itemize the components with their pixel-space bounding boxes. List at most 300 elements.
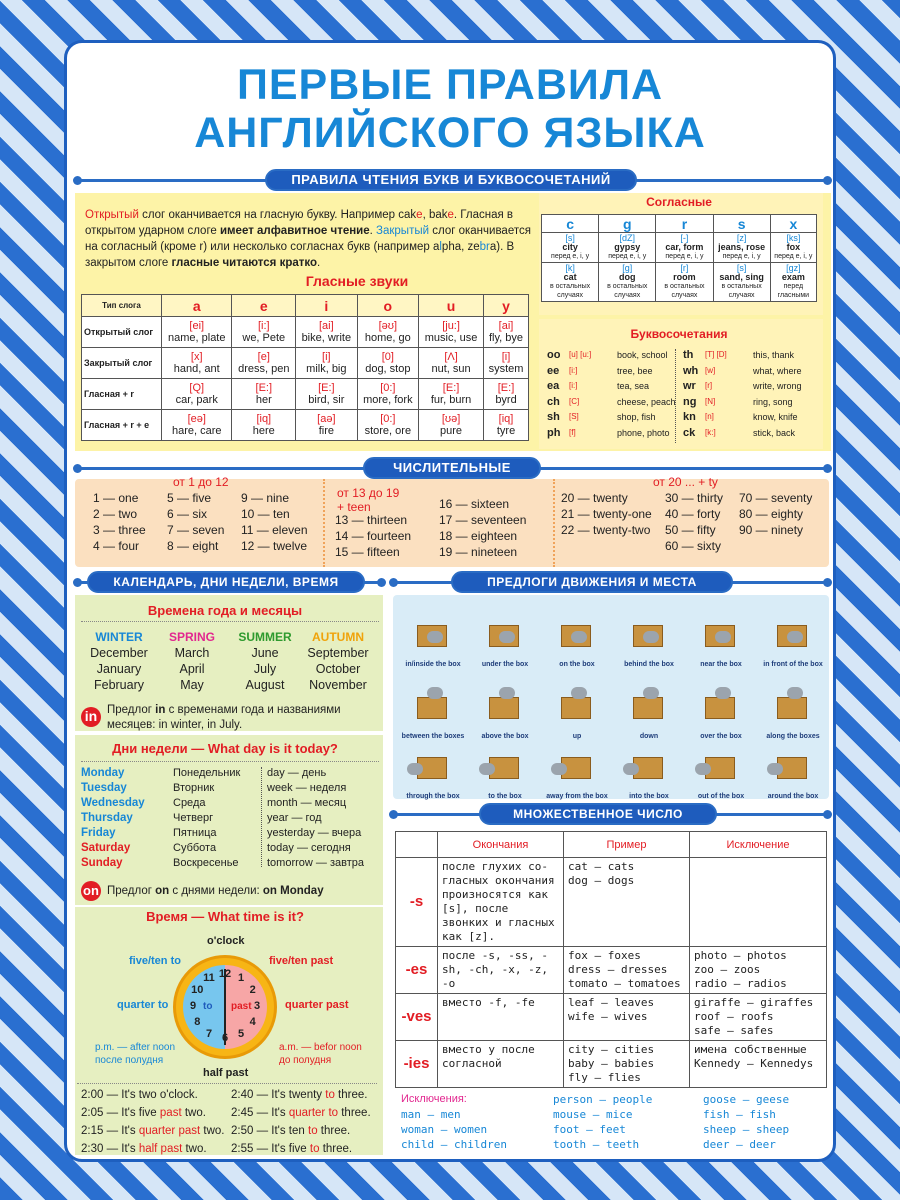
consonant-cell [599, 233, 656, 263]
consonants-table [541, 214, 817, 302]
sound-cell [484, 379, 529, 410]
example-words: here [252, 425, 275, 437]
consonant-cell [542, 233, 599, 263]
numbers-13-19-title: от 13 до 19 [337, 486, 400, 500]
number-item: 90 — ninety [739, 523, 804, 537]
consonant-letter: s [713, 215, 770, 233]
sound-cell [357, 317, 418, 348]
number-item: 4 — four [93, 539, 140, 553]
clock-number: 2 [249, 984, 256, 996]
clock-number: 11 [203, 972, 215, 985]
transcription: [r] [680, 263, 689, 273]
time-word: yesterday — вчера [267, 827, 362, 839]
divider-dot [823, 578, 832, 587]
cat-illustration [695, 763, 711, 775]
transcription: [Λ] [444, 351, 458, 363]
clock-to-label: to [203, 1001, 213, 1012]
title-line-1: ПЕРВЫЕ ПРАВИЛА [236, 61, 664, 109]
combo-example: this, thank [753, 350, 795, 360]
time-keyword: quarter past [138, 1125, 201, 1137]
text: . [369, 225, 377, 237]
consonant-letter: r [656, 215, 713, 233]
transcription: [E:] [497, 382, 515, 394]
sound-cell [162, 348, 232, 379]
number-item: 15 — fifteen [335, 545, 400, 559]
sound-cell [484, 317, 529, 348]
example-word: fox [786, 242, 801, 252]
syllable-type: Открытый слог [82, 317, 162, 348]
transcription: [z] [736, 233, 747, 243]
in-note [107, 703, 379, 733]
number-item: 13 — thirteen [335, 513, 408, 527]
combo-example: phone, photo [617, 427, 670, 438]
rule-note: перед гласными [777, 283, 810, 299]
consonants-title: Согласные [646, 195, 712, 209]
transcription: [dZ] [619, 233, 636, 243]
example-words: music, use [424, 332, 478, 344]
number-item: 1 — one [93, 491, 139, 505]
sound-cell [232, 410, 296, 441]
syllable-type: Гласная + r [82, 379, 162, 410]
text: 2:00 — It's two o'clock. [81, 1089, 198, 1101]
time-word: week — неделя [267, 782, 347, 794]
example-words: hand, ant [173, 363, 220, 375]
divider-dot [73, 464, 82, 473]
teen-suffix: + teen [337, 500, 371, 514]
consonant-letter: x [770, 215, 816, 233]
consonant-cell [599, 263, 656, 302]
text: имеет алфавитное чтение [219, 225, 370, 237]
number-item: 5 — five [167, 491, 212, 505]
table-header-row [542, 215, 817, 233]
clock-number: 9 [189, 1000, 197, 1012]
vowel-letter: a [162, 295, 232, 317]
text: 2:55 — It's five [231, 1143, 310, 1155]
example-words: pure [440, 425, 463, 437]
consonant-cell [656, 233, 713, 263]
preposition-label: down [639, 733, 659, 740]
separator [553, 479, 555, 567]
clock-number: 12 [218, 968, 232, 980]
text: e [416, 209, 423, 221]
combo-sound: [N] [705, 396, 716, 406]
text: 2:05 — It's five [81, 1107, 160, 1119]
vowel-letter: u [419, 295, 484, 317]
numbers-header: ЧИСЛИТЕЛЬНЫЕ [363, 457, 541, 479]
preposition-label: on the box [559, 661, 595, 668]
text: 2:45 — It's [231, 1107, 289, 1119]
combo-letters: th [683, 349, 694, 361]
sound-cell [419, 379, 484, 410]
plural-rule: после -s, -ss, -sh, -ch, -x, -z, -o [438, 947, 564, 994]
transcription: [x] [190, 351, 203, 363]
sound-cell [357, 410, 418, 441]
weekday-ru: Вторник [173, 782, 215, 794]
box-illustration [561, 697, 591, 719]
example-words: hare, care [171, 425, 222, 437]
reading-rules-text [85, 207, 535, 271]
preposition-label: between the boxes [401, 733, 465, 740]
box-illustration [633, 697, 663, 719]
preposition-label: to the box [488, 793, 522, 800]
exception-pair: sheep — sheep [703, 1123, 790, 1136]
combo-letters: ng [683, 395, 697, 408]
plural-exception [690, 858, 827, 947]
transcription: [0:] [380, 382, 396, 394]
month-name: March [174, 646, 210, 660]
cat-illustration [499, 687, 515, 699]
combo-sound: [T] [D] [705, 350, 727, 359]
text: in [155, 704, 166, 716]
transcription: [s] [736, 263, 747, 273]
example-words: home, go [364, 332, 411, 344]
number-item: 50 — fifty [665, 523, 716, 537]
example-word: car, form [665, 242, 704, 252]
time-word: day — день [267, 767, 327, 779]
combo-example: know, knife [753, 412, 798, 422]
rule-note: перед e, i, y [608, 253, 647, 260]
example-words: name, plate [168, 332, 226, 344]
divider-dot [823, 464, 832, 473]
text: three. [317, 1125, 351, 1137]
number-item: 22 — twenty-two [561, 523, 651, 537]
text: слог оканчивается на гласную букву. Например cak [138, 209, 417, 221]
combo-example: shop, fish [617, 412, 656, 422]
text: гласные читаются кратко [171, 257, 318, 269]
time-example [81, 1125, 224, 1137]
example-word: city [562, 242, 578, 252]
transcription: [Q] [189, 382, 205, 394]
prepositions-panel [393, 595, 829, 799]
month-name: April [179, 662, 205, 676]
divider-dot [73, 176, 82, 185]
number-item: 11 — eleven [241, 523, 308, 537]
text: two. [182, 1143, 207, 1155]
transcription: [ai] [498, 320, 514, 332]
text: on [155, 885, 170, 897]
consonant-cell [770, 263, 816, 302]
combo-example: write, wrong [753, 381, 802, 391]
open-syllable-term: Открытый [85, 209, 139, 221]
plural-ending: -ies [396, 1041, 438, 1088]
plural-exception: имена собственные Kennedy — Kennedys [690, 1041, 827, 1088]
combo-letters: wh [683, 364, 699, 377]
month-name: September [307, 646, 369, 660]
weekday-en: Saturday [81, 842, 131, 854]
preposition-label: around the box [767, 793, 819, 800]
number-item: 12 — twelve [241, 539, 308, 553]
clock-number: 5 [237, 1027, 245, 1040]
month-name: December [90, 646, 148, 660]
time-example [231, 1125, 350, 1137]
number-item: 30 — thirty [665, 491, 724, 505]
time-word: tomorrow — завтра [267, 857, 364, 869]
table-row [82, 379, 529, 410]
combo-letters: sh [547, 411, 560, 423]
example-words: store, ore [364, 425, 412, 437]
sound-cell [357, 379, 418, 410]
time-keyword: to [308, 1125, 318, 1137]
transcription: [s] [565, 233, 575, 243]
example-words: tyre [496, 425, 516, 437]
cat-illustration [571, 631, 587, 643]
quarter-past-label: quarter past [285, 999, 349, 1011]
sound-cell [484, 348, 529, 379]
preposition-label: through the box [406, 793, 460, 800]
text: pha, ze [441, 241, 480, 253]
clock-number: 8 [194, 1016, 201, 1028]
season-name: SUMMER [238, 630, 292, 644]
separator [81, 761, 379, 762]
combo-sound: [f] [569, 427, 576, 437]
pm-label: p.m. — after noon [95, 1042, 176, 1053]
rule-note: перед e, i, y [774, 253, 813, 260]
table-row [542, 263, 817, 302]
separator [675, 349, 676, 443]
rule-note: в остальных случаях [607, 283, 648, 299]
number-item: 2 — two [93, 507, 138, 521]
preposition-label: behind the box [624, 661, 674, 668]
pm-ru-label: после полудня [95, 1055, 164, 1066]
plural-ending: -ves [396, 994, 438, 1041]
preposition-label: near the box [700, 661, 742, 668]
poster-card [64, 40, 836, 1162]
combo-sound: [i:] [569, 365, 578, 375]
text: three. [319, 1143, 353, 1155]
combo-letters: kn [683, 411, 696, 423]
example-word: exam [781, 272, 805, 282]
separator [77, 1083, 377, 1084]
clock-number: 4 [249, 1016, 256, 1028]
number-item: 80 — eighty [739, 507, 804, 521]
table-row [396, 1041, 827, 1088]
number-item: 7 — seven [167, 523, 225, 537]
plural-example: fox — foxes dress — dresses tomato — tomatoes [564, 947, 690, 994]
reading-rules-header: ПРАВИЛА ЧТЕНИЯ БУКВ И БУКВОСОЧЕТАНИЙ [265, 169, 637, 191]
clock-number: 6 [221, 1032, 229, 1044]
exception-pair: deer — deer [703, 1138, 776, 1151]
transcription: [ai] [318, 320, 334, 332]
month-name: July [253, 662, 277, 676]
numbers-tens-title: от 20 ... + ty [653, 475, 718, 489]
time-keyword: half past [138, 1143, 183, 1155]
number-item: 17 — seventeen [439, 513, 527, 527]
number-item: 9 — nine [241, 491, 290, 505]
plural-exception: photo — photos zoo — zoos radio — radios [690, 947, 827, 994]
cat-illustration [427, 687, 443, 699]
cat-illustration [643, 687, 659, 699]
number-item: 40 — forty [665, 507, 721, 521]
text: слог оканчивается на согласный (кроме r) или несколько согласнах букв (например a [85, 225, 531, 253]
time-example [231, 1089, 367, 1101]
text: . Гласная в открытом ударном слоге [85, 209, 514, 237]
in-badge: in [81, 707, 101, 727]
consonant-cell [656, 263, 713, 302]
table-row [82, 317, 529, 348]
example-words: more, fork [363, 394, 413, 406]
sound-cell [296, 317, 358, 348]
example-words: fly, bye [489, 332, 524, 344]
closed-syllable-term: Закрытый [376, 225, 430, 237]
combo-sound: [w] [705, 365, 716, 375]
transcription: [əʊ] [378, 320, 398, 332]
combo-letters: wr [683, 380, 696, 392]
example-words: bike, write [301, 332, 352, 344]
cat-illustration [787, 687, 803, 699]
pm-note [95, 1041, 175, 1067]
transcription: [eə] [187, 413, 206, 425]
rule-note: в остальных случаях [664, 283, 705, 299]
time-keyword: quarter to [288, 1107, 339, 1119]
example-words: fire [318, 425, 334, 437]
transcription: [gz] [786, 263, 801, 273]
sound-cell [296, 410, 358, 441]
transcription: [E:] [255, 382, 273, 394]
example-words: car, park [175, 394, 218, 406]
weekday-ru: Пятница [173, 827, 217, 839]
preposition-label: into the box [629, 793, 669, 800]
example-word: room [673, 272, 696, 282]
combo-letters: ee [547, 364, 560, 377]
month-name: November [309, 678, 367, 692]
plural-example: city — cities baby — babies fly — flies [564, 1041, 690, 1088]
table-row [396, 947, 827, 994]
number-item: 6 — six [167, 507, 208, 521]
column-header: Окончания [438, 832, 564, 858]
prepositions-header: ПРЕДЛОГИ ДВИЖЕНИЯ И МЕСТА [451, 571, 733, 593]
sound-cell [162, 379, 232, 410]
transcription: [g] [622, 263, 633, 273]
example-word: jeans, rose [718, 242, 766, 252]
combo-letters: ph [547, 426, 561, 439]
number-item: 20 — twenty [561, 491, 628, 505]
plural-table [395, 831, 827, 1088]
transcription: [i:] [257, 320, 270, 332]
preposition-label: above the box [481, 733, 529, 740]
example-words: fur, burn [430, 394, 472, 406]
example-word: sand, sing [719, 272, 764, 282]
box-illustration [417, 697, 447, 719]
time-word: today — сегодня [267, 842, 351, 854]
combo-letters: ch [547, 395, 560, 408]
number-item: 18 — eighteen [439, 529, 518, 543]
exception-pair: foot — feet [553, 1123, 626, 1136]
consonant-cell [770, 233, 816, 263]
preposition-label: over the box [700, 733, 742, 740]
text: 2:15 — It's [81, 1125, 139, 1137]
plural-ending: -s [396, 858, 438, 947]
time-word: month — месяц [267, 797, 347, 809]
consonant-letter: g [599, 215, 656, 233]
time-title: Время — What time is it? [146, 909, 304, 924]
sound-cell [419, 410, 484, 441]
cat-illustration [479, 763, 495, 775]
transcription: [ju:] [442, 320, 460, 332]
weekday-ru: Четверг [173, 812, 214, 824]
combo-letters: ck [683, 426, 696, 439]
cat-illustration [407, 763, 423, 775]
sound-cell [232, 379, 296, 410]
example-words: byrd [495, 394, 517, 406]
combo-letters: ea [547, 380, 560, 392]
combo-sound: [n] [705, 412, 714, 421]
am-note [279, 1041, 362, 1067]
weekday-ru: Среда [173, 797, 206, 809]
exception-pair: child — children [401, 1138, 507, 1151]
on-note [107, 885, 379, 897]
on-badge: on [81, 881, 101, 901]
text: two. [181, 1107, 206, 1119]
example-words: nut, sun [431, 363, 471, 375]
text: Предлог [107, 885, 156, 897]
plural-header: МНОЖЕСТВЕННОЕ ЧИСЛО [479, 803, 717, 825]
preposition-label: away from the box [546, 793, 608, 800]
am-ru-label: до полудня [279, 1055, 332, 1066]
combo-example: stick, back [753, 427, 796, 438]
clock-number: 1 [237, 972, 245, 985]
plural-example: leaf — leaves wife — wives [564, 994, 690, 1041]
month-name: February [93, 678, 145, 692]
preposition-label: in/inside the box [405, 661, 461, 668]
month-name: June [251, 646, 279, 660]
rule-note: в остальных случаях [549, 283, 591, 299]
exception-pair: woman — women [401, 1123, 488, 1136]
plural-example: cat — cats dog — dogs [564, 858, 690, 947]
exception-pair: man — men [401, 1108, 461, 1121]
combo-sound: [C] [569, 396, 580, 406]
plural-rule: вместо -f, -fe [438, 994, 564, 1041]
vowel-letter: e [232, 295, 296, 317]
exception-pair: mouse — mice [553, 1108, 633, 1121]
divider-dot [377, 578, 386, 587]
sound-cell [484, 410, 529, 441]
combo-example: book, school [617, 350, 668, 360]
combo-sound: [S] [569, 412, 579, 421]
transcription: [k] [565, 263, 575, 273]
cat-illustration [643, 631, 659, 643]
season-name: WINTER [95, 630, 143, 644]
combo-example: tree, bee [617, 365, 653, 376]
text: three. [334, 1089, 368, 1101]
month-name: May [180, 678, 204, 692]
number-item: 8 — eight [167, 539, 219, 553]
combo-example: ring, song [753, 396, 793, 407]
clock-number: 10 [191, 984, 204, 996]
column-header: Исключение [690, 832, 827, 858]
divider-dot [389, 578, 398, 587]
vowel-sounds-table [81, 294, 529, 441]
syllable-type: Гласная + r + e [82, 410, 162, 441]
divider-dot [73, 578, 82, 587]
transcription: [i] [322, 351, 331, 363]
poster-title [67, 61, 833, 157]
text: с днями недели: [169, 885, 263, 897]
time-word: year — год [267, 812, 322, 824]
text: 2:50 — It's ten [231, 1125, 308, 1137]
rule-note: перед e, i, y [665, 253, 704, 260]
number-item: 70 — seventy [739, 491, 813, 505]
preposition-label: along the boxes [766, 733, 820, 740]
sound-cell [162, 410, 232, 441]
box-illustration [777, 697, 807, 719]
text: . [317, 257, 321, 269]
combo-sound: [r] [705, 381, 713, 390]
table-row [82, 348, 529, 379]
weekday-en: Thursday [81, 812, 133, 824]
combo-example: tea, sea [617, 381, 650, 391]
text: e [447, 209, 454, 221]
consonant-letter: c [542, 215, 599, 233]
